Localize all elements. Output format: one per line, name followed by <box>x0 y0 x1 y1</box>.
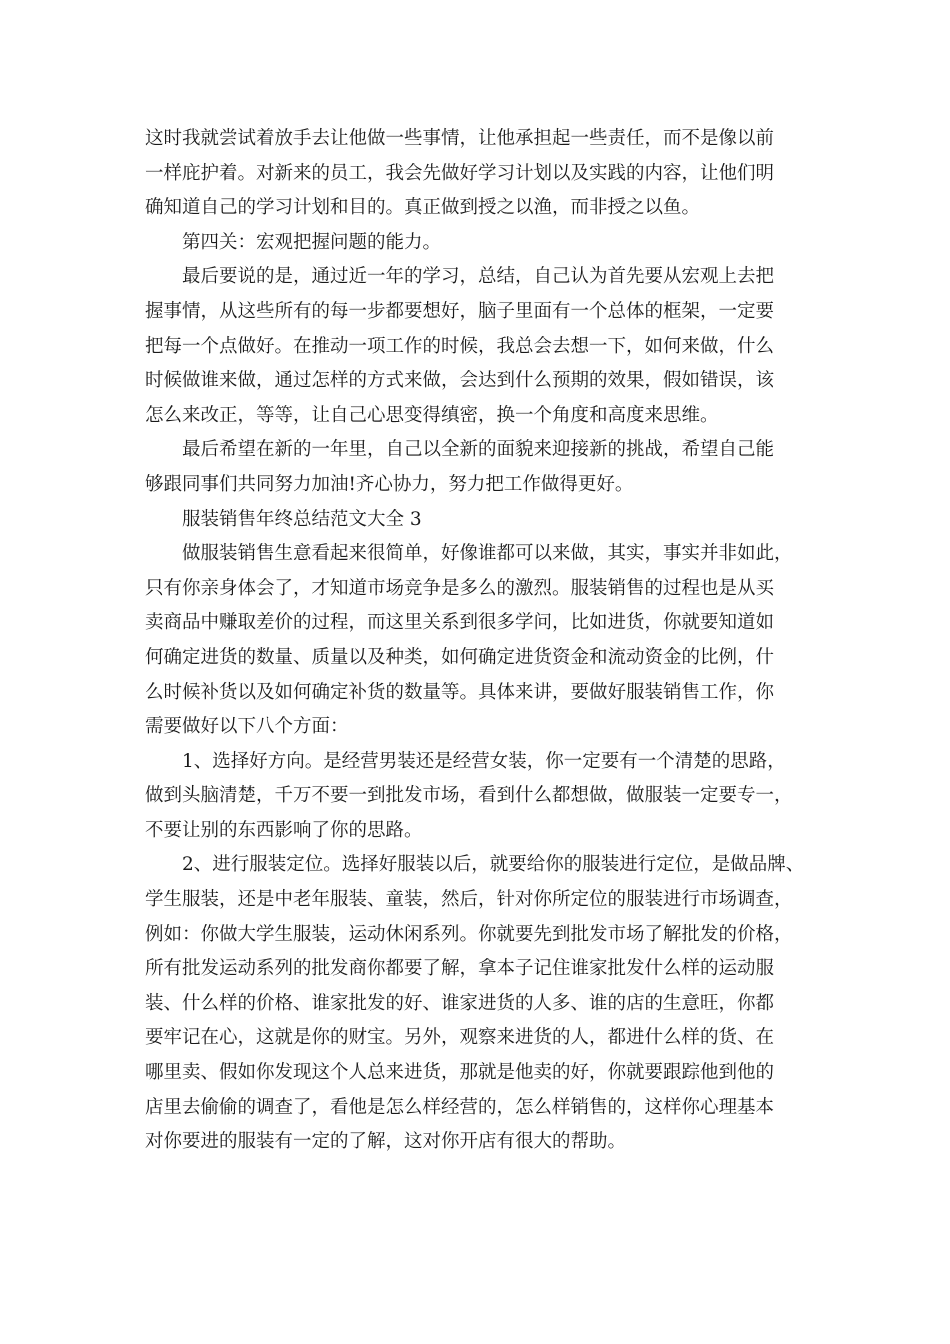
text-line: 哪里卖、假如你发现这个人总来进货，那就是他卖的好，你就要跟踪他到他的 <box>145 1062 775 1084</box>
text-line: 做服装销售生意看起来很简单，好像谁都可以来做，其实，事实并非如此， <box>182 543 793 565</box>
text-line: 么时候补货以及如何确定补货的数量等。具体来讲，要做好服装销售工作，你 <box>145 681 775 703</box>
text-line: 装、什么样的价格、谁家批发的好、谁家进货的人多、谁的店的生意旺，你都 <box>145 992 775 1014</box>
text-line: 把每一个点做好。在推动一项工作的时候，我总会去想一下，如何来做，什么 <box>145 335 775 357</box>
text-line: 不要让别的东西影响了你的思路。 <box>145 819 423 841</box>
text-line: 第四关：宏观把握问题的能力。 <box>182 231 442 253</box>
text-line: 需要做好以下八个方面： <box>145 716 349 738</box>
text-line: 做到头脑清楚，千万不要一到批发市场，看到什么都想做，做服装一定要专一， <box>145 785 793 807</box>
text-line: 怎么来改正，等等，让自己心思变得缜密，换一个角度和高度来思维。 <box>145 404 719 426</box>
text-line: 时候做谁来做，通过怎样的方式来做，会达到什么预期的效果，假如错误，该 <box>145 370 775 392</box>
text-line: 卖商品中赚取差价的过程，而这里关系到很多学问，比如进货，你就要知道如 <box>145 612 775 634</box>
text-line: 最后希望在新的一年里，自己以全新的面貌来迎接新的挑战，希望自己能 <box>182 439 775 461</box>
text-line: 一样庇护着。对新来的员工，我会先做好学习计划以及实践的内容，让他们明 <box>145 162 775 184</box>
text-line: 何确定进货的数量、质量以及种类，如何确定进货资金和流动资金的比例，什 <box>145 646 775 668</box>
text-line: 服装销售年终总结范文大全 3 <box>182 508 422 530</box>
text-line: 要牢记在心，这就是你的财宝。另外，观察来进货的人，都进什么样的货、在 <box>145 1027 775 1049</box>
text-line: 2、进行服装定位。选择好服装以后，就要给你的服装进行定位，是做品牌、 <box>182 854 805 876</box>
text-line: 1、选择好方向。是经营男装还是经营女装，你一定要有一个清楚的思路， <box>182 750 786 772</box>
text-line: 这时我就尝试着放手去让他做一些事情，让他承担起一些责任，而不是像以前 <box>145 128 775 149</box>
text-line: 最后要说的是，通过近一年的学习，总结，自己认为首先要从宏观上去把 <box>182 266 775 288</box>
text-line: 店里去偷偷的调查了，看他是怎么样经营的，怎么样销售的，这样你心理基本 <box>145 1096 775 1118</box>
text-line: 例如：你做大学生服装，运动休闲系列。你就要先到批发市场了解批发的价格， <box>145 923 793 945</box>
document-body <box>145 122 825 1160</box>
text-line: 所有批发运动系列的批发商你都要了解，拿本子记住谁家批发什么样的运动服 <box>145 958 775 980</box>
text-line: 握事情，从这些所有的每一步都要想好，脑子里面有一个总体的框架，一定要 <box>145 300 775 322</box>
text-line: 够跟同事们共同努力加油!齐心协力，努力把工作做得更好。 <box>145 473 634 495</box>
text-line: 对你要进的服装有一定的了解，这对你开店有很大的帮助。 <box>145 1131 627 1153</box>
text-line: 确知道自己的学习计划和目的。真正做到授之以渔，而非授之以鱼。 <box>145 197 701 219</box>
text-line: 只有你亲身体会了，才知道市场竞争是多么的激烈。服装销售的过程也是从买 <box>145 577 775 599</box>
text-line: 学生服装，还是中老年服装、童装，然后，针对你所定位的服装进行市场调查， <box>145 889 793 911</box>
